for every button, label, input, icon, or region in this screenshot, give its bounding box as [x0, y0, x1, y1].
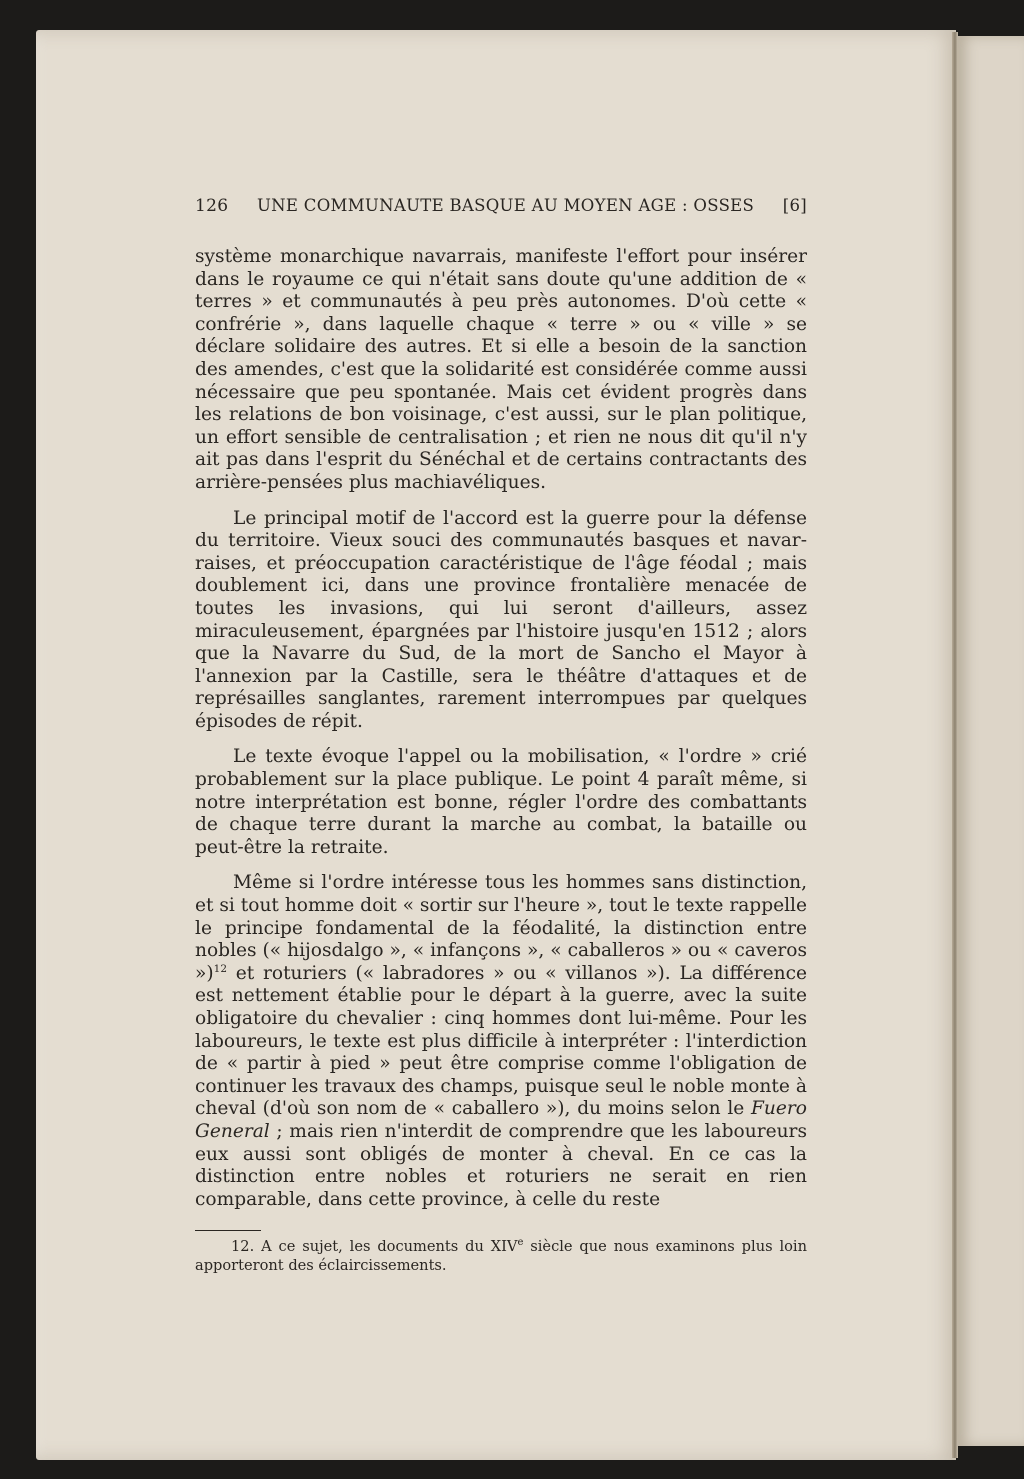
footnote-superscript: e [517, 1237, 524, 1249]
running-head [195, 196, 807, 226]
italic-title: Fuero General [195, 1098, 807, 1142]
footnote-text-2: siècle que nous examinons plus loin apporteront des éclaircissements. [195, 1238, 807, 1274]
footnote-divider [195, 1230, 261, 1231]
section-number: [6] [782, 196, 807, 215]
page-content [195, 196, 807, 1275]
running-title: UNE COMMUNAUTE BASQUE AU MOYEN AGE : OSSES [256, 196, 755, 215]
facing-page-edge [958, 36, 1024, 1446]
body-text [195, 246, 807, 1211]
paragraph-1: système monarchique navarrais, manifeste l'effort pour insérer dans le royaume ce qui n'était sans doute qu'une addition de « terres » et communautés à peu près autonomes. D'où cette « confrérie », dans laquelle chaque « terre » ou « ville » se déclare solidaire des autres. Et si elle a besoin de la sanction des amendes, c'est que la solidarité est considérée comme aussi nécessaire que peu spontanée. Mais cet évident progrès dans les relations de bon voisinage, c'est aussi, sur le plan politique, un effort sensible de centralisation ; et rien ne nous dit qu'il n'y ait pas dans l'esprit du Sénéchal et de certains contractants des arrière-pensées plus machiavéliques. [195, 246, 807, 493]
paragraph-4-part-3: ; mais rien n'interdit de comprendre que les laboureurs eux aussi sont obligés de monter à cheval. En ce cas la distinction entre nobles et roturiers ne serait en rien comparable, dans cette province, à celle du reste [195, 1120, 807, 1210]
paragraph-4 [195, 872, 807, 1211]
paragraph-2: Le principal motif de l'accord est la guerre pour la défense du territoire. Vieux souci des communautés basques et navarraises, et préoccupation caractéristique de l'âge féodal ; mais doublement ici, dans une province frontalière menacée de toutes les invasions, qui lui seront d'ailleurs, assez miraculeusement, épargnées par l'histoire jusqu'en 1512 ; alors que la Navarre du Sud, de la mort de Sancho el Mayor à l'annexion par la Castille, sera le théâtre d'attaques et de représailles sanglantes, rarement interrompues par quelques épisodes de répit. [195, 507, 807, 732]
page-number: 126 [195, 196, 229, 216]
paragraph-3: Le texte évoque l'appel ou la mobilisation, « l'ordre » crié probablement sur la place publique. Le point 4 paraît même, si notre interprétation est bonne, régler l'ordre des combattants de chaque terre durant la marche au combat, la bataille ou peut-être la retraite. [195, 746, 807, 858]
footnote-text-1: 12. A ce sujet, les documents du XIV [231, 1238, 518, 1256]
footnote-12 [195, 1238, 807, 1275]
paragraph-4-part-2: et roturiers (« labradores » ou « villanos »). La différence est nettement établie pour le départ à la guerre, avec la suite obligatoire du chevalier : cinq hommes dont lui-même. Pour les laboureurs, le texte est plus difficile à interpréter : l'interdiction de « partir à pied » peut être comprise comme l'obligation de continuer les travaux des champs, puisque seul le noble monte à cheval (d'où son nom de « caballero »), du moins selon le [195, 962, 807, 1120]
footnote-reference[interactable]: 12 [213, 962, 228, 975]
paragraph-4-part-1: Même si l'ordre intéresse tous les hommes sans distinction, et si tout homme doit « sortir sur l'heure », tout le texte rappelle le principe fondamental de la féodalité, la distinction entre nobles (« hijosdalgo », « infançons », « caballeros » ou « caveros ») [195, 872, 807, 984]
